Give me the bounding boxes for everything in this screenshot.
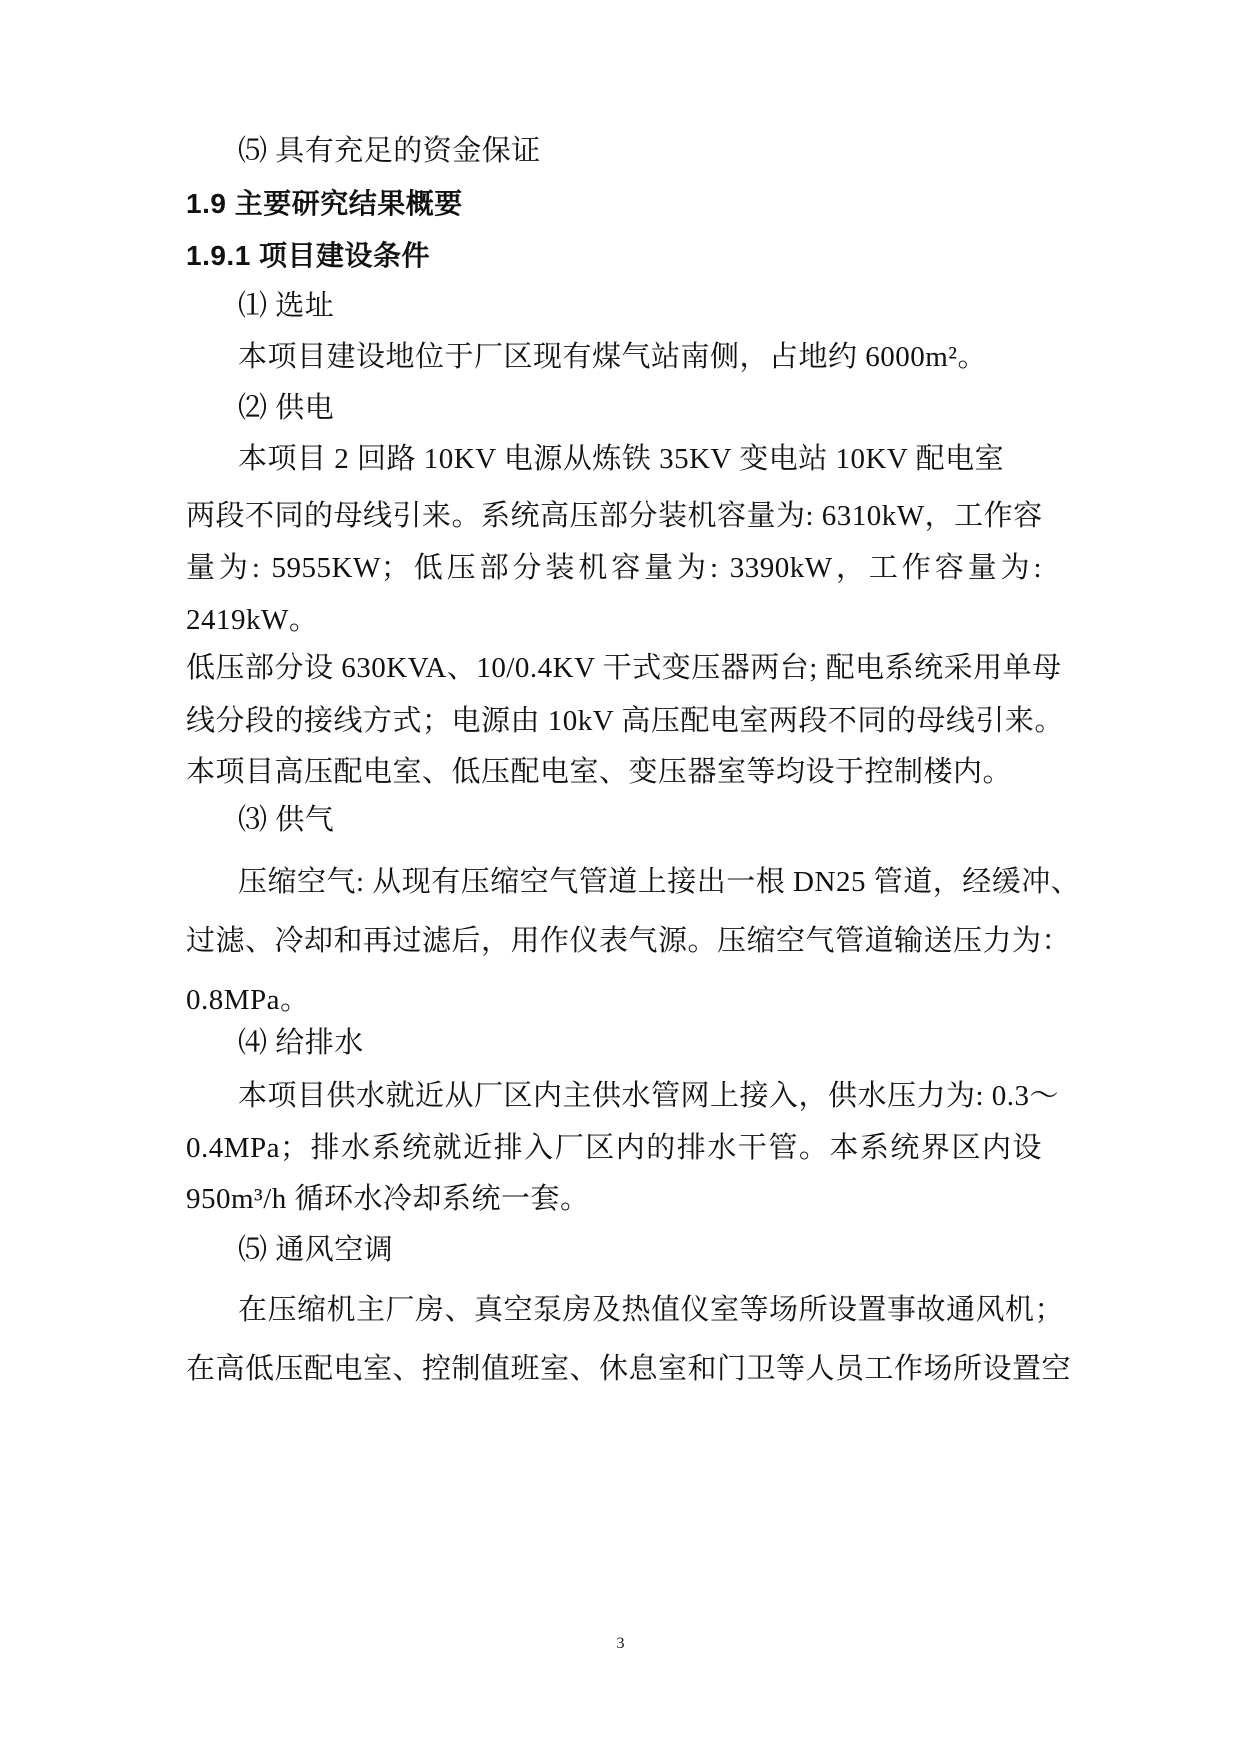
- page-number: 3: [616, 1635, 625, 1652]
- paragraph-transformer-line: 线分段的接线方式；电源由 10kV 高压配电室两段不同的母线引来。: [186, 705, 1064, 737]
- paragraph-power-line: 2419kW。: [186, 604, 319, 636]
- subsection-heading-1-9-1: 1.9.1 项目建设条件: [186, 240, 431, 271]
- paragraph-gas-line: 0.8MPa。: [186, 984, 310, 1016]
- paragraph-water-line: 0.4MPa；排水系统就近排入厂区内的排水干管。本系统界区内设: [186, 1132, 1042, 1164]
- item-heading-site: ⑴ 选址: [238, 290, 335, 322]
- paragraph-gas-line: 过滤、冷却和再过滤后，用作仪表气源。压缩空气管道输送压力为：: [186, 925, 1072, 957]
- item-heading-water: ⑷ 给排水: [238, 1027, 364, 1059]
- paragraph-ventilation-line: 在高低压配电室、控制值班室、休息室和门卫等人员工作场所设置空: [186, 1353, 1072, 1385]
- paragraph-transformer-line: 本项目高压配电室、低压配电室、变压器室等均设于控制楼内。: [186, 756, 1013, 788]
- paragraph-ventilation-line: 在压缩机主厂房、真空泵房及热值仪室等场所设置事故通风机；: [238, 1294, 1065, 1326]
- paragraph-transformer-line: 低压部分设 630KVA、10/0.4KV 干式变压器两台; 配电系统采用单母: [186, 652, 1062, 684]
- item-heading-gas: ⑶ 供气: [238, 804, 335, 836]
- paragraph-water-line: 950m³/h 循环水冷却系统一套。: [186, 1183, 590, 1215]
- list-item-funding: ⑸ 具有充足的资金保证: [238, 135, 541, 167]
- paragraph-power-line: 两段不同的母线引来。系统高压部分装机容量为: 6310kW，工作容: [186, 500, 1043, 532]
- paragraph-gas-line: 压缩空气: 从现有压缩空气管道上接出一根 DN25 管道，经缓冲、: [238, 866, 1081, 898]
- paragraph-power-line: 本项目 2 回路 10KV 电源从炼铁 35KV 变电站 10KV 配电室: [238, 443, 1005, 475]
- paragraph-site: 本项目建设地位于厂区现有煤气站南侧，占地约 6000m²。: [238, 341, 988, 373]
- item-heading-ventilation: ⑸ 通风空调: [238, 1234, 394, 1266]
- section-heading-1-9: 1.9 主要研究结果概要: [186, 188, 463, 219]
- paragraph-water-line: 本项目供水就近从厂区内主供水管网上接入，供水压力为: 0.3～: [238, 1080, 1060, 1112]
- item-heading-power: ⑵ 供电: [238, 392, 335, 424]
- paragraph-power-line: 量为: 5955KW；低压部分装机容量为: 3390kW，工作容量为:: [186, 552, 1042, 584]
